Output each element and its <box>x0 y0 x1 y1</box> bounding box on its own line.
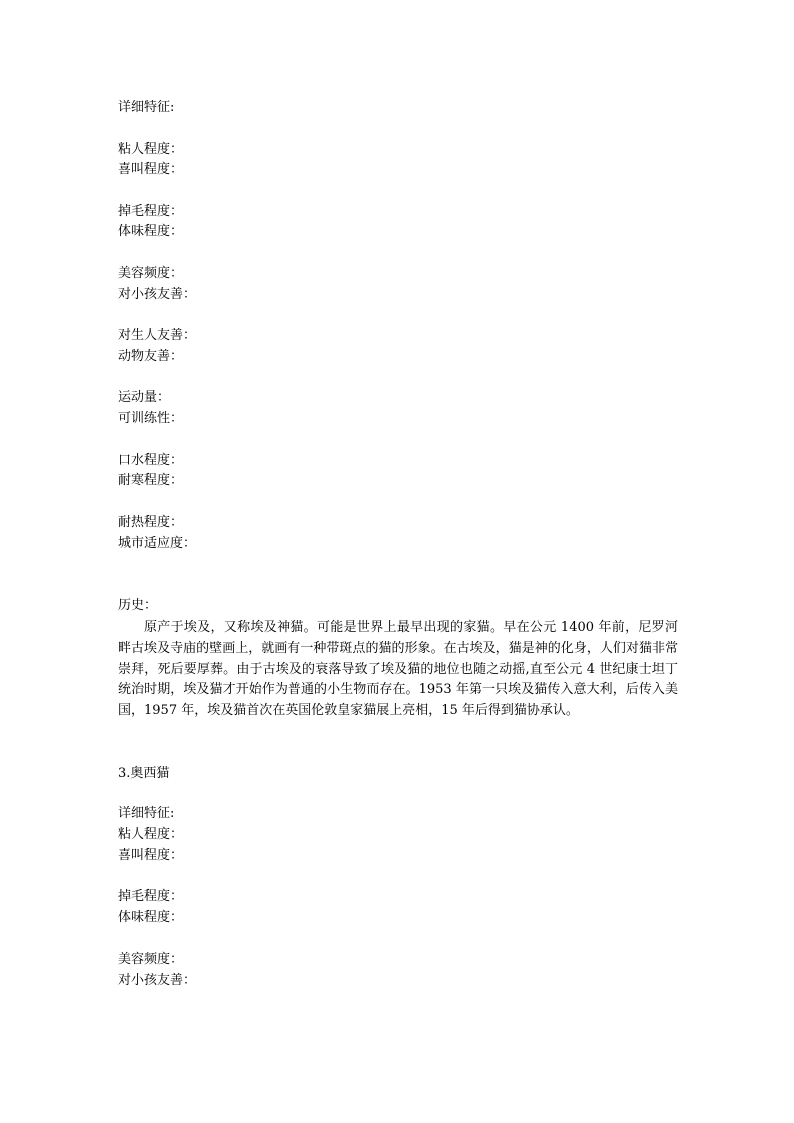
history-heading: 历史： <box>118 598 158 613</box>
trait-shedding-2: 掉毛程度： <box>118 889 184 904</box>
trait-drooling: 口水程度： <box>118 453 184 468</box>
trait-animal-friendly: 动物友善： <box>118 349 184 364</box>
trait-stranger-friendly: 对生人友善： <box>118 328 197 343</box>
trait-heat-tolerance: 耐热程度： <box>118 515 184 530</box>
trait-shedding: 掉毛程度： <box>118 204 184 219</box>
trait-trainability: 可训练性： <box>118 411 184 426</box>
trait-child-friendly-2: 对小孩友善： <box>118 973 197 988</box>
trait-body-odor: 体味程度： <box>118 224 184 239</box>
features-heading: 详细特征: <box>118 100 175 115</box>
trait-exercise: 运动量： <box>118 390 171 405</box>
trait-cold-tolerance: 耐寒程度： <box>118 473 184 488</box>
trait-grooming: 美容频度： <box>118 266 184 281</box>
history-paragraph: 原产于埃及，又称埃及神猫。可能是世界上最早出现的家猫。早在公元 1400 年前，尼罗河畔古埃及寺庙的壁画上，就画有一种带斑点的猫的形象。在古埃及，猫是神的化身，人们对猫非常崇拜，死后要厚葬。由于古埃及的衰落导致了埃及猫的地位也随之动摇,直至公元 4 世纪康士坦丁统治时期，埃及猫才开始作为普通的小生物而存在。1953 年第一只埃及猫传入意大利，后传入美国，1957 年，埃及猫首次在英国伦敦皇家猫展上亮相，15 年后得到猫协承认。 <box>118 620 678 719</box>
trait-vocality-2: 喜叫程度： <box>118 848 184 863</box>
trait-vocality: 喜叫程度： <box>118 162 184 177</box>
trait-city-adaptability: 城市适应度： <box>118 536 197 551</box>
trait-grooming-2: 美容频度： <box>118 952 184 967</box>
trait-child-friendly: 对小孩友善： <box>118 287 197 302</box>
features-heading-2: 详细特征: <box>118 806 175 821</box>
breed-title: 3.奥西猫 <box>118 766 170 781</box>
trait-clinginess-2: 粘人程度： <box>118 827 184 842</box>
trait-body-odor-2: 体味程度： <box>118 910 184 925</box>
trait-clinginess: 粘人程度： <box>118 142 184 157</box>
